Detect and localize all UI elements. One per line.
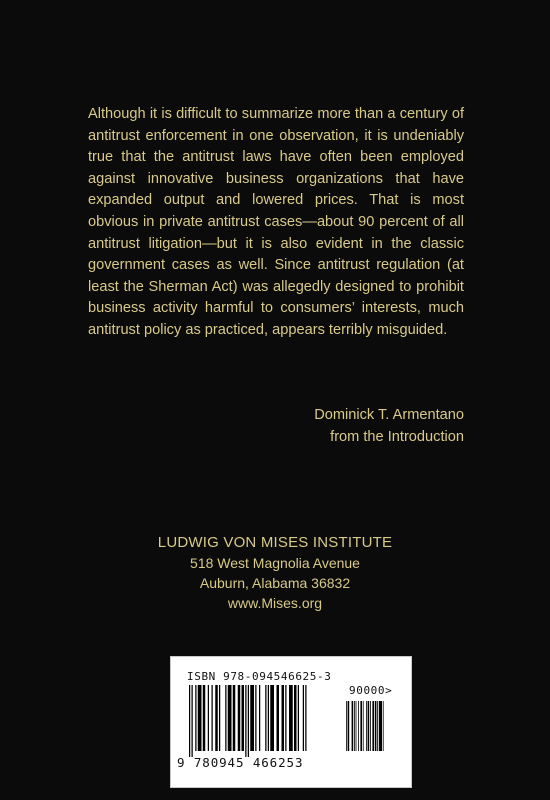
- barcode-bar: [219, 685, 220, 751]
- barcode-bar: [289, 685, 293, 751]
- barcode-bar: [303, 685, 304, 751]
- barcode-bar: [255, 685, 256, 751]
- barcode-bar: [348, 701, 350, 751]
- quote-attribution: [314, 404, 464, 448]
- barcode-bar: [250, 685, 254, 751]
- barcode-bar: [265, 685, 266, 751]
- barcode-bar: [360, 701, 362, 751]
- barcode-bar: [228, 685, 232, 751]
- barcode-bar: [277, 685, 280, 751]
- publisher-name: LUDWIG VON MISES INSTITUTE: [157, 534, 393, 551]
- barcode-bar: [356, 701, 357, 751]
- barcode-bar: [294, 685, 297, 751]
- barcode-bar: [242, 685, 245, 751]
- barcode-bar: [383, 701, 384, 751]
- barcode-bar: [354, 701, 355, 751]
- addon-barcode-bars: [346, 701, 392, 759]
- barcode-bar: [368, 701, 370, 751]
- barcode-bar: [298, 685, 299, 751]
- barcode-bar: [370, 701, 371, 751]
- barcode-bar: [238, 685, 241, 751]
- barcode-bar: [233, 685, 236, 751]
- barcode-bar: [259, 685, 260, 751]
- barcode-bar: [192, 685, 193, 757]
- barcode-bar: [375, 701, 377, 751]
- barcode-bar: [366, 701, 367, 751]
- barcode-bar: [215, 685, 218, 751]
- isbn-label: ISBN 978-094546625-3: [187, 670, 332, 683]
- cover-quote: Although it is difficult to summarize more than a century of antitrust enforcement in one observation, it is undeniably true that the antitrust laws have often been employed against innovative business organizations that have expanded output and lowered prices. That is most obvious in private antitrust cases—about 90 percent of all antitrust litigation—but it is also evident in the classic government cases as well. Since antitrust regulation (at least the Sherman Act) was allegedly designed to prohibit business activity harmful to consumers’ interests, much antitrust policy as practiced, appears terribly misguided.: [88, 106, 464, 338]
- barcode-bar: [198, 685, 202, 751]
- barcode-bar: [358, 701, 359, 751]
- barcode-bar: [203, 685, 206, 751]
- barcode-bar: [372, 701, 374, 751]
- barcode-bar: [352, 701, 354, 751]
- barcode-bar: [268, 685, 269, 751]
- attribution-source: from the Introduction: [330, 429, 464, 445]
- barcode-bar: [245, 685, 246, 757]
- barcode-bar: [379, 701, 382, 751]
- price-code: 90000>: [349, 684, 393, 697]
- barcode-bar: [282, 685, 285, 751]
- barcode-bar: [248, 685, 249, 757]
- barcode-bar: [225, 685, 226, 751]
- barcode-bar: [285, 685, 286, 751]
- publisher-city: Auburn, Alabama 36832: [199, 575, 351, 591]
- barcode-bar: [208, 685, 209, 751]
- barcode-bar: [377, 701, 378, 751]
- barcode-bar: [270, 685, 274, 751]
- ean-barcode-bars: [189, 685, 341, 759]
- barcode-bar: [212, 685, 213, 751]
- barcode-bar: [346, 701, 347, 751]
- barcode-bar: [363, 701, 364, 751]
- barcode-bar: [305, 685, 306, 751]
- publisher-block: [0, 533, 550, 613]
- publisher-website: www.Mises.org: [227, 595, 323, 611]
- attribution-author: Dominick T. Armentano: [314, 407, 464, 423]
- barcode-bar: [189, 685, 190, 757]
- barcode-digits: 9 780945 466253: [177, 755, 304, 770]
- barcode-bar: [195, 685, 196, 751]
- publisher-street: 518 West Magnolia Avenue: [190, 555, 360, 571]
- barcode-panel: [170, 656, 412, 788]
